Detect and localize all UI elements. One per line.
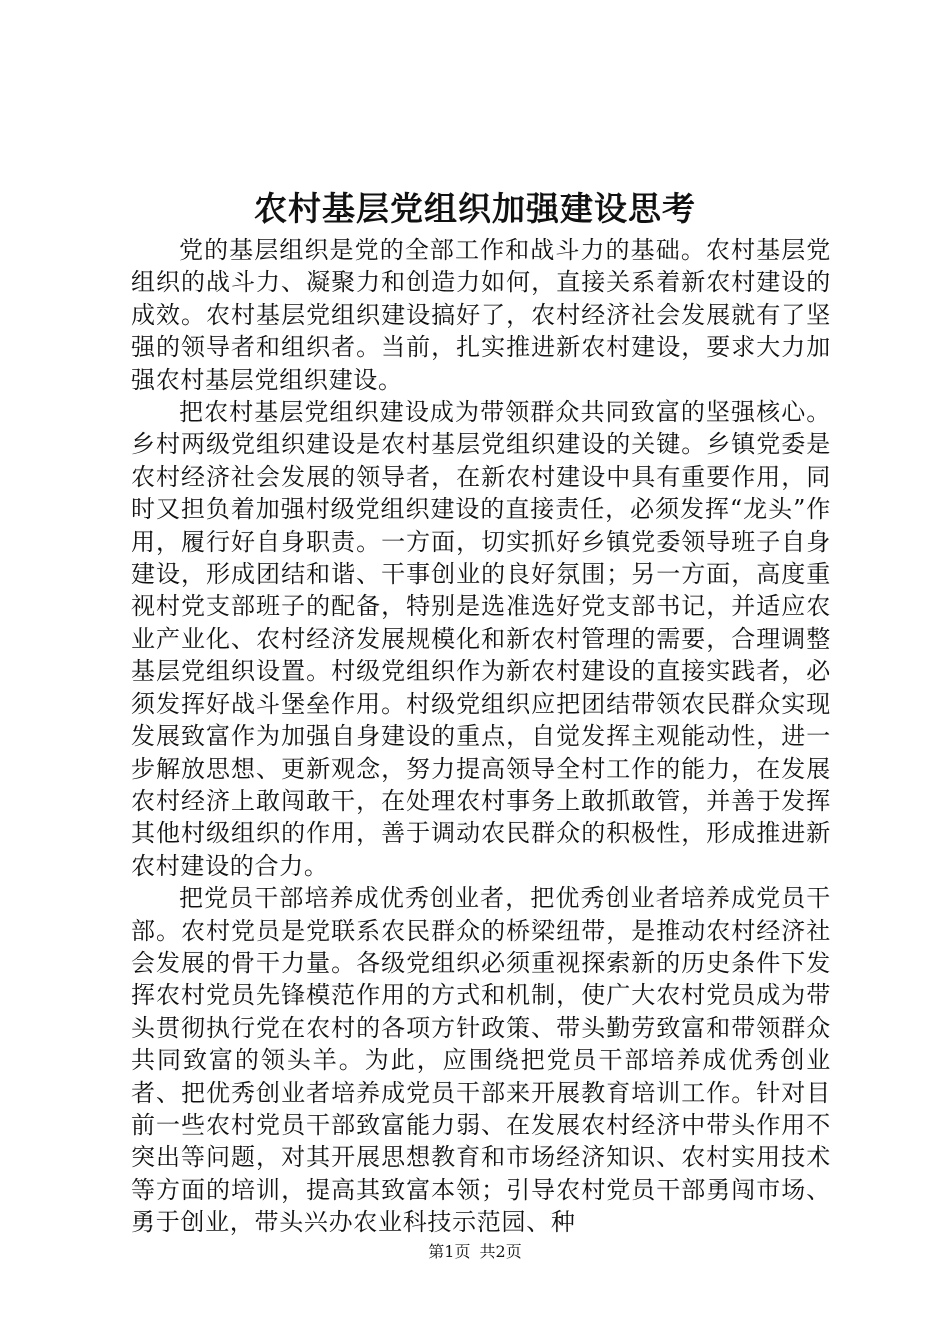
paragraph-3: 把党员干部培养成优秀创业者，把优秀创业者培养成党员干部。农村党员是党联系农民群众的桥梁纽带，是推动农村经济社会发展的骨干力量。各级党组织必须重视探索新的历史条件下发挥农村党员先锋模范作用的方式和机制，使广大农村党员成为带头贯彻执行党在农村的各项方针政策、带头勤劳致富和带领群众共同致富的领头羊。为此，应围绕把党员干部培养成优秀创业者、把优秀创业者培养成党员干部来开展教育培训工作。针对目前一些农村党员干部致富能力弱、在发展农村经济中带头作用不突出等问题，对其开展思想教育和市场经济知识、农村实用技术等方面的培训，提高其致富本领；引导农村党员干部勇闯市场、勇于创业，带头兴办农业科技示范园、种 [131,884,831,1237]
document-body [131,234,831,1239]
current-page-number: 第1页 [428,1242,471,1261]
total-page-count: 共2页 [479,1242,522,1261]
page-footer [0,1240,950,1264]
paragraph-2: 把农村基层党组织建设成为带领群众共同致富的坚强核心。乡村两级党组织建设是农村基层党组织建设的关键。乡镇党委是农村经济社会发展的领导者，在新农村建设中具有重要作用，同时又担负着加强村级党组织建设的直接责任，必须发挥“龙头”作用，履行好自身职责。一方面，切实抓好乡镇党委领导班子自身建设，形成团结和谐、干事创业的良好氛围；另一方面，高度重视村党支部班子的配备，特别是选准选好党支部书记，并适应农业产业化、农村经济发展规模化和新农村管理的需要，合理调整基层党组织设置。村级党组织作为新农村建设的直接实践者，必须发挥好战斗堡垒作用。村级党组织应把团结带领农民群众实现发展致富作为加强自身建设的重点，自觉发挥主观能动性，进一步解放思想、更新观念，努力提高领导全村工作的能力，在发展农村经济上敢闯敢干，在处理农村事务上敢抓敢管，并善于发挥其他村级组织的作用，善于调动农民群众的积极性，形成推进新农村建设的合力。 [131,398,831,880]
document-title: 农村基层党组织加强建设思考 [254,189,696,228]
paragraph-1: 党的基层组织是党的全部工作和战斗力的基础。农村基层党组织的战斗力、凝聚力和创造力如何，直接关系着新农村建设的成效。农村基层党组织建设搞好了，农村经济社会发展就有了坚强的领导者和组织者。当前，扎实推进新农村建设，要求大力加强农村基层党组织建设。 [131,236,831,394]
